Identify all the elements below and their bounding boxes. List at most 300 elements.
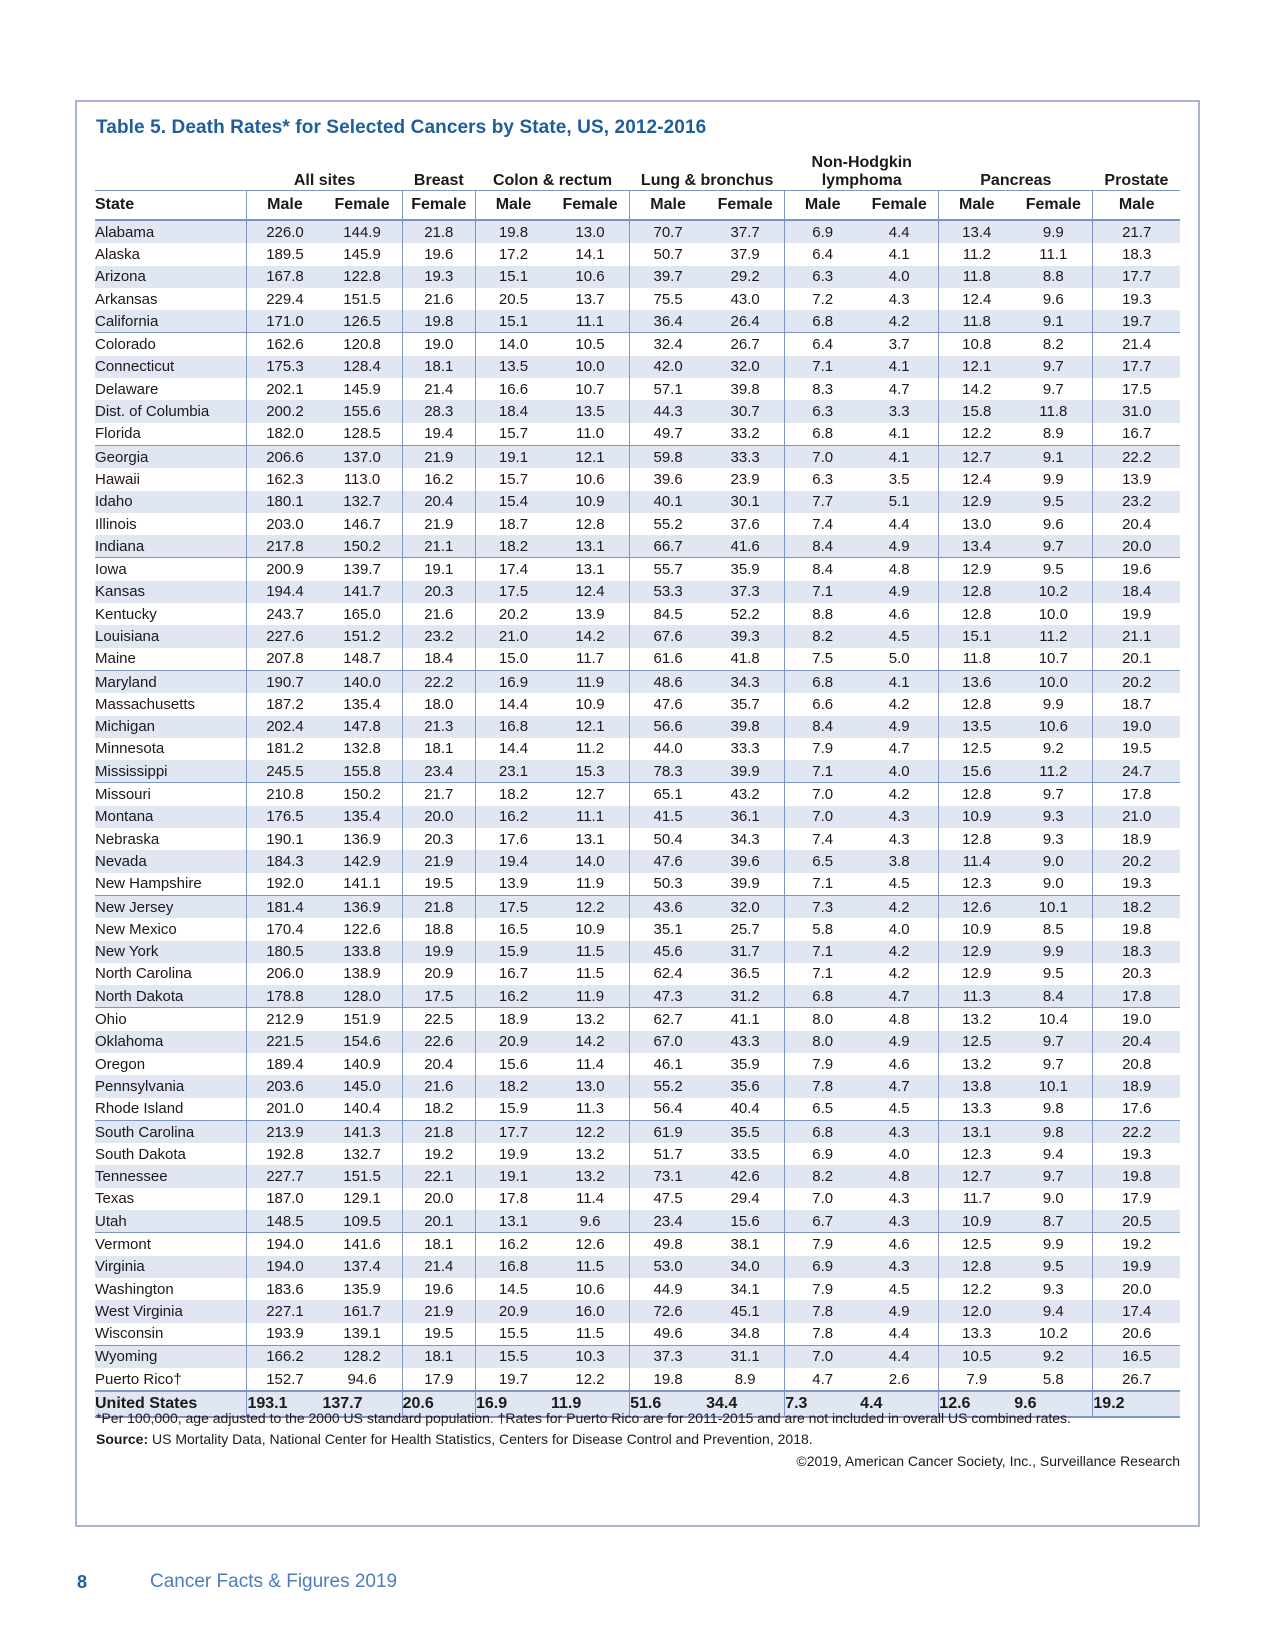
cell-colon-female: 12.8 — [575, 515, 605, 533]
cell-pancreas-female: 9.0 — [1042, 1190, 1064, 1208]
cell-all-sites-female: 148.7 — [343, 650, 381, 668]
cell-breast-female: 20.1 — [402, 1210, 475, 1233]
cell-lung-female: 41.6 — [706, 535, 785, 558]
cell-nhl-female: 4.6 — [860, 1233, 939, 1256]
cell-nhl-female: 2.6 — [888, 1370, 910, 1388]
cell-nhl-female: 4.2 — [860, 310, 939, 333]
cell-pancreas-female: 9.9 — [1014, 1233, 1093, 1256]
cell-prostate-male: 18.4 — [1093, 581, 1180, 603]
cell-state: Washington — [95, 1280, 174, 1298]
cell-pancreas-female: 9.5 — [1014, 491, 1093, 513]
cell-pancreas-male: 12.2 — [939, 1278, 1014, 1300]
table-row — [95, 378, 1180, 400]
cell-nhl-female: 3.5 — [888, 470, 910, 488]
cell-pancreas-male: 12.8 — [939, 783, 1014, 806]
cell-nhl-male: 7.7 — [785, 491, 860, 513]
cell-nhl-female: 4.2 — [860, 783, 939, 806]
cell-nhl-female: 4.7 — [860, 985, 939, 1008]
cell-prostate-male: 17.9 — [1093, 1188, 1180, 1210]
cell-nhl-female: 4.1 — [860, 445, 939, 468]
cell-breast-female: 20.4 — [402, 491, 475, 513]
cell-breast-female: 21.8 — [402, 220, 475, 243]
cell-nhl-female: 5.0 — [888, 650, 910, 668]
cell-nhl-female: 4.5 — [888, 1280, 910, 1298]
cell-state: North Dakota — [95, 985, 247, 1008]
cell-pancreas-male: 12.2 — [939, 423, 1014, 446]
cell-lung-male: 50.7 — [630, 243, 707, 265]
cell-pancreas-female: 9.3 — [1042, 1280, 1064, 1298]
cell-all-sites-female: 135.9 — [343, 1280, 381, 1298]
cell-lung-female: 37.9 — [730, 245, 760, 263]
cell-colon-female: 11.9 — [575, 875, 605, 893]
cell-nhl-female: 3.8 — [860, 850, 939, 872]
cell-breast-female: 19.5 — [402, 873, 475, 896]
cell-lung-male: 47.6 — [630, 850, 707, 872]
cell-prostate-male: 20.2 — [1093, 850, 1180, 872]
cell-colon-female: 10.0 — [551, 356, 630, 378]
cell-colon-male: 15.9 — [476, 1098, 551, 1121]
cell-colon-female: 12.6 — [551, 1233, 630, 1256]
cell-lung-male: 39.6 — [630, 468, 707, 490]
cell-lung-male: 36.4 — [630, 310, 707, 333]
cell-lung-female: 36.5 — [730, 965, 760, 983]
cell-lung-female: 33.3 — [706, 445, 785, 468]
cell-lung-female: 38.1 — [706, 1233, 785, 1256]
cell-colon-female: 12.2 — [575, 1370, 605, 1388]
cell-all-sites-female: 151.9 — [322, 1008, 402, 1031]
cell-colon-male: 15.7 — [476, 468, 551, 490]
cell-pancreas-male: 12.7 — [939, 445, 1014, 468]
cell-lung-female: 33.3 — [730, 740, 760, 758]
total-all-sites-male: 193.1 — [247, 1391, 322, 1417]
cell-nhl-female: 4.2 — [860, 895, 939, 918]
cell-all-sites-male: 176.5 — [247, 806, 322, 828]
cell-prostate-male: 20.0 — [1093, 1278, 1180, 1300]
cell-pancreas-male: 13.2 — [939, 1008, 1014, 1031]
cell-state: Connecticut — [95, 356, 247, 378]
cell-breast-female: 22.5 — [402, 1008, 475, 1031]
cell-nhl-male: 6.3 — [785, 468, 860, 490]
group-lung-bronchus: Lung & bronchus — [640, 172, 774, 189]
cell-colon-female: 13.2 — [551, 1165, 630, 1187]
table-row — [95, 670, 1180, 693]
cell-prostate-male: 19.7 — [1093, 310, 1180, 333]
cell-all-sites-female: 141.6 — [322, 1233, 402, 1256]
cell-colon-female: 13.1 — [575, 830, 605, 848]
cell-colon-female: 11.1 — [551, 310, 630, 333]
cell-all-sites-male: 213.9 — [247, 1120, 322, 1143]
cell-breast-female: 17.5 — [402, 985, 475, 1008]
cell-lung-male: 56.4 — [630, 1098, 707, 1121]
cell-breast-female: 19.5 — [402, 1323, 475, 1346]
cell-pancreas-female: 8.4 — [1014, 985, 1093, 1008]
cell-nhl-female: 4.8 — [860, 1165, 939, 1187]
table-row — [95, 1368, 1180, 1391]
cell-pancreas-male: 12.3 — [939, 873, 1014, 896]
cell-pancreas-female: 11.8 — [1014, 400, 1093, 422]
cell-lung-female: 33.2 — [730, 425, 760, 443]
source-label: Source: — [96, 1431, 149, 1447]
cell-pancreas-male: 14.2 — [939, 378, 1014, 400]
cell-breast-female: 21.1 — [402, 535, 475, 558]
table-title: Table 5. Death Rates* for Selected Cancers by State, US, 2012-2016 — [96, 117, 707, 138]
cell-breast-female: 18.2 — [402, 1098, 475, 1121]
cell-all-sites-female: 141.1 — [343, 875, 381, 893]
table-row — [95, 1345, 1180, 1368]
cell-colon-male: 19.1 — [476, 1165, 551, 1187]
cell-lung-male: 65.1 — [630, 783, 707, 806]
cell-pancreas-male: 11.8 — [939, 648, 1014, 671]
cell-lung-male: 67.6 — [630, 625, 707, 647]
cell-prostate-male: 17.6 — [1093, 1098, 1180, 1121]
cell-pancreas-female: 10.6 — [1014, 716, 1093, 738]
cell-colon-male: 18.4 — [476, 400, 551, 422]
cell-breast-female: 21.8 — [402, 895, 475, 918]
cell-nhl-female: 4.7 — [888, 740, 910, 758]
total-lung-female: 34.4 — [706, 1391, 785, 1417]
cell-nhl-male: 7.0 — [785, 1188, 860, 1210]
cell-all-sites-male: 210.8 — [247, 783, 322, 806]
cell-nhl-male: 6.5 — [785, 850, 860, 872]
cell-lung-female: 26.7 — [706, 333, 785, 356]
cell-all-sites-female: 122.8 — [322, 266, 402, 288]
total-prostate-male: 19.2 — [1093, 1391, 1180, 1417]
cell-breast-female: 18.1 — [402, 738, 475, 760]
cell-colon-male: 19.1 — [476, 445, 551, 468]
cell-colon-male: 18.2 — [476, 1075, 551, 1097]
table-row — [95, 918, 1180, 940]
cell-nhl-male: 6.4 — [785, 243, 860, 265]
cell-nhl-male: 7.0 — [785, 783, 860, 806]
cell-lung-male: 75.5 — [630, 288, 707, 310]
cell-pancreas-female: 8.8 — [1014, 266, 1093, 288]
cell-all-sites-female: 122.6 — [343, 920, 381, 938]
cell-lung-male: 70.7 — [630, 220, 707, 243]
table-row — [95, 1098, 1180, 1121]
cell-nhl-female: 5.1 — [860, 491, 939, 513]
cell-nhl-male: 7.1 — [785, 760, 860, 783]
cell-prostate-male: 19.5 — [1093, 738, 1180, 760]
cell-colon-female: 14.1 — [575, 245, 605, 263]
cell-colon-male: 13.1 — [476, 1210, 551, 1233]
cell-prostate-male: 13.9 — [1093, 468, 1180, 490]
cell-pancreas-female: 9.5 — [1014, 558, 1093, 581]
cell-lung-female: 39.8 — [706, 716, 785, 738]
cell-nhl-male: 8.0 — [785, 1008, 860, 1031]
cell-all-sites-male: 202.4 — [247, 716, 322, 738]
cell-lung-male: 32.4 — [630, 333, 707, 356]
table-row — [95, 356, 1180, 378]
cell-colon-female: 10.6 — [551, 266, 630, 288]
col-prostate-male: Male — [1093, 191, 1180, 221]
cell-all-sites-male: 201.0 — [247, 1098, 322, 1121]
cell-nhl-female: 4.8 — [860, 558, 939, 581]
col-pancreas-female: Female — [1014, 191, 1093, 221]
cell-breast-female: 19.1 — [402, 558, 475, 581]
cell-nhl-female: 4.1 — [860, 356, 939, 378]
cell-nhl-female: 4.5 — [860, 625, 939, 647]
cell-nhl-male: 7.9 — [785, 1233, 860, 1256]
group-prostate: Prostate — [1104, 172, 1169, 189]
cell-breast-female: 19.0 — [402, 333, 475, 356]
cell-lung-female: 35.9 — [706, 558, 785, 581]
cell-pancreas-female: 8.5 — [1042, 920, 1064, 938]
table-row — [95, 1210, 1180, 1233]
cell-all-sites-male: 178.8 — [247, 985, 322, 1008]
cell-lung-male: 56.6 — [630, 716, 707, 738]
cell-lung-female: 34.0 — [706, 1256, 785, 1278]
cell-pancreas-female: 10.2 — [1038, 1325, 1068, 1343]
cell-pancreas-male: 11.8 — [939, 266, 1014, 288]
table-row — [95, 1031, 1180, 1053]
cell-lung-male: 42.0 — [630, 356, 707, 378]
cell-all-sites-male: 227.7 — [247, 1165, 322, 1187]
cell-lung-male: 44.9 — [630, 1278, 707, 1300]
cell-all-sites-male: 217.8 — [247, 535, 322, 558]
cell-nhl-male: 6.8 — [785, 423, 860, 446]
table-row — [95, 850, 1180, 872]
cell-breast-female: 17.9 — [402, 1368, 475, 1391]
cell-pancreas-female: 9.9 — [1014, 220, 1093, 243]
cell-all-sites-female: 113.0 — [343, 470, 381, 488]
group-header-empty — [95, 150, 247, 191]
cell-state: Pennsylvania — [95, 1075, 247, 1097]
cell-colon-male: 18.2 — [476, 783, 551, 806]
cell-lung-male: 35.1 — [630, 918, 707, 940]
cell-all-sites-male: 180.1 — [247, 491, 322, 513]
death-rates-table — [95, 150, 1180, 1418]
cell-state: West Virginia — [95, 1300, 247, 1322]
cell-all-sites-female: 151.2 — [322, 625, 402, 647]
cell-pancreas-female: 10.7 — [1038, 650, 1068, 668]
cell-colon-female: 10.9 — [575, 695, 605, 713]
cell-colon-male: 15.0 — [476, 648, 551, 671]
cell-pancreas-female: 10.0 — [1038, 605, 1068, 623]
table-row — [95, 1120, 1180, 1143]
cell-colon-female: 13.2 — [551, 1008, 630, 1031]
cell-all-sites-male: 202.1 — [247, 378, 322, 400]
cell-lung-male: 49.6 — [630, 1323, 707, 1346]
cell-colon-female: 11.5 — [575, 965, 605, 983]
cell-lung-male: 39.7 — [630, 266, 707, 288]
cell-colon-male: 19.8 — [476, 220, 551, 243]
cell-pancreas-male: 12.8 — [939, 1256, 1014, 1278]
cell-state: Michigan — [95, 716, 247, 738]
cell-all-sites-male: 192.0 — [247, 873, 322, 896]
cell-nhl-female: 4.4 — [888, 1325, 910, 1343]
cell-lung-male: 84.5 — [630, 603, 707, 625]
cell-lung-female: 26.4 — [706, 310, 785, 333]
cell-nhl-male: 6.9 — [785, 1143, 860, 1165]
cell-breast-female: 19.6 — [402, 243, 475, 265]
cell-breast-female: 22.1 — [402, 1165, 475, 1187]
cell-colon-female: 13.5 — [551, 400, 630, 422]
cell-all-sites-female: 128.0 — [322, 985, 402, 1008]
cell-lung-male: 55.2 — [630, 513, 707, 535]
cell-colon-male: 16.9 — [476, 670, 551, 693]
cell-pancreas-male: 7.9 — [939, 1368, 1014, 1391]
cell-breast-female: 20.0 — [402, 806, 475, 828]
cell-pancreas-female: 9.8 — [1042, 1100, 1064, 1118]
cell-pancreas-female: 8.9 — [1042, 425, 1064, 443]
table-row — [95, 310, 1180, 333]
cell-pancreas-male: 13.2 — [939, 1053, 1014, 1075]
cell-prostate-male: 21.7 — [1093, 220, 1180, 243]
cell-all-sites-male: 184.3 — [247, 850, 322, 872]
cell-prostate-male: 19.9 — [1093, 603, 1180, 625]
cell-prostate-male: 20.1 — [1093, 648, 1180, 671]
cell-lung-male: 59.8 — [630, 445, 707, 468]
table-row — [95, 941, 1180, 963]
cell-pancreas-male: 13.5 — [939, 716, 1014, 738]
table-row — [95, 1053, 1180, 1075]
cell-pancreas-male: 12.7 — [939, 1165, 1014, 1187]
cell-all-sites-male: 166.2 — [247, 1345, 322, 1368]
cell-colon-male: 17.2 — [476, 243, 551, 265]
cell-colon-female: 12.7 — [551, 783, 630, 806]
cell-nhl-male: 7.8 — [785, 1300, 860, 1322]
cell-pancreas-male: 12.4 — [939, 468, 1014, 490]
cell-pancreas-female: 9.7 — [1014, 1165, 1093, 1187]
cell-colon-male: 17.6 — [476, 828, 551, 850]
col-colon-female: Female — [551, 191, 630, 221]
cell-lung-male: 72.6 — [630, 1300, 707, 1322]
cell-nhl-male: 7.1 — [785, 873, 860, 896]
cell-state: Kansas — [95, 581, 247, 603]
cell-lung-male: 49.8 — [630, 1233, 707, 1256]
cell-lung-female: 29.2 — [706, 266, 785, 288]
cell-all-sites-male: 148.5 — [247, 1210, 322, 1233]
cell-state: South Carolina — [95, 1120, 247, 1143]
cell-colon-female: 13.9 — [575, 605, 605, 623]
cell-breast-female: 21.3 — [402, 716, 475, 738]
cell-lung-female: 31.7 — [706, 941, 785, 963]
cell-state: New Hampshire — [95, 875, 202, 893]
cell-state: Montana — [95, 806, 247, 828]
cell-pancreas-female: 10.1 — [1014, 1075, 1093, 1097]
cell-all-sites-female: 140.4 — [343, 1100, 381, 1118]
cell-pancreas-female: 9.7 — [1014, 535, 1093, 558]
cell-prostate-male: 19.0 — [1093, 1008, 1180, 1031]
cell-colon-female: 10.3 — [551, 1345, 630, 1368]
cell-breast-female: 21.6 — [402, 288, 475, 310]
cell-nhl-male: 6.4 — [785, 333, 860, 356]
cell-nhl-male: 6.8 — [785, 670, 860, 693]
cell-all-sites-male: 227.1 — [247, 1300, 322, 1322]
cell-nhl-female: 4.6 — [888, 605, 910, 623]
cell-lung-male: 61.9 — [630, 1120, 707, 1143]
cell-pancreas-male: 10.9 — [939, 1210, 1014, 1233]
cell-prostate-male: 22.2 — [1093, 445, 1180, 468]
table-row — [95, 625, 1180, 647]
cell-state: Colorado — [95, 333, 247, 356]
cell-lung-male: 50.4 — [630, 828, 707, 850]
cell-all-sites-male: 189.4 — [247, 1053, 322, 1075]
cell-prostate-male: 24.7 — [1093, 760, 1180, 783]
cell-all-sites-female: 120.8 — [322, 333, 402, 356]
cell-pancreas-female: 9.9 — [1042, 695, 1064, 713]
cell-state: Oklahoma — [95, 1031, 247, 1053]
cell-lung-female: 31.2 — [706, 985, 785, 1008]
cell-colon-male: 16.2 — [476, 1233, 551, 1256]
cell-lung-male: 46.1 — [630, 1053, 707, 1075]
cell-nhl-male: 6.7 — [785, 1210, 860, 1233]
cell-pancreas-female: 9.2 — [1014, 1345, 1093, 1368]
cell-colon-female: 14.2 — [551, 625, 630, 647]
cell-colon-male: 15.5 — [476, 1345, 551, 1368]
cell-colon-female: 12.1 — [551, 716, 630, 738]
table-row — [95, 1256, 1180, 1278]
cell-pancreas-male: 11.4 — [939, 850, 1014, 872]
table-row — [95, 220, 1180, 243]
cell-all-sites-female: 141.3 — [322, 1120, 402, 1143]
cell-colon-male: 15.5 — [476, 1323, 551, 1346]
cell-lung-male: 62.7 — [630, 1008, 707, 1031]
table-row — [95, 828, 1180, 850]
cell-state: Arizona — [95, 266, 247, 288]
cell-state: South Dakota — [95, 1145, 186, 1163]
cell-state: Indiana — [95, 535, 247, 558]
cell-state: Minnesota — [95, 740, 165, 758]
table-row — [95, 400, 1180, 422]
cell-breast-female: 21.4 — [402, 1256, 475, 1278]
cell-colon-male: 17.4 — [476, 558, 551, 581]
cell-state: Rhode Island — [95, 1100, 184, 1118]
cell-breast-female: 21.8 — [402, 1120, 475, 1143]
cell-breast-female: 20.3 — [402, 828, 475, 850]
cell-pancreas-male: 12.3 — [939, 1143, 1014, 1165]
cell-all-sites-male: 190.1 — [247, 828, 322, 850]
cell-lung-female: 34.1 — [730, 1280, 760, 1298]
cell-all-sites-female: 129.1 — [343, 1190, 381, 1208]
cell-colon-male: 19.7 — [476, 1368, 551, 1391]
cell-breast-female: 20.9 — [402, 963, 475, 985]
cell-nhl-female: 3.7 — [860, 333, 939, 356]
group-header-row — [95, 150, 1180, 191]
cell-pancreas-female: 10.4 — [1014, 1008, 1093, 1031]
cell-all-sites-male: 200.2 — [247, 400, 322, 422]
cell-all-sites-male: 243.7 — [247, 603, 322, 625]
cell-pancreas-female: 5.8 — [1042, 1370, 1064, 1388]
cell-colon-male: 18.9 — [476, 1008, 551, 1031]
cell-colon-male: 20.9 — [476, 1031, 551, 1053]
table-row — [95, 648, 1180, 671]
cell-lung-female: 35.7 — [730, 695, 760, 713]
cell-pancreas-female: 10.1 — [1014, 895, 1093, 918]
cell-state: Missouri — [95, 783, 247, 806]
cell-nhl-male: 7.1 — [785, 581, 860, 603]
cell-all-sites-male: 190.7 — [247, 670, 322, 693]
cell-all-sites-male: 194.4 — [247, 581, 322, 603]
table-row — [95, 535, 1180, 558]
cell-nhl-male: 8.4 — [785, 558, 860, 581]
cell-all-sites-male: 187.2 — [247, 693, 322, 715]
page-number: 8 — [77, 1572, 88, 1592]
cell-pancreas-female: 9.4 — [1014, 1300, 1093, 1322]
cell-nhl-female: 4.7 — [860, 1075, 939, 1097]
cell-pancreas-male: 11.7 — [939, 1188, 1014, 1210]
cell-all-sites-female: 137.0 — [322, 445, 402, 468]
cell-prostate-male: 21.1 — [1093, 625, 1180, 647]
table-row — [95, 333, 1180, 356]
cell-nhl-male: 5.8 — [785, 918, 860, 940]
cell-nhl-female: 4.9 — [860, 535, 939, 558]
copyright: ©2019, American Cancer Society, Inc., Surveillance Research — [796, 1453, 1180, 1469]
cell-prostate-male: 18.3 — [1093, 941, 1180, 963]
total-pancreas-female: 9.6 — [1014, 1391, 1093, 1417]
cell-pancreas-male: 11.2 — [939, 243, 1014, 265]
cell-colon-male: 15.1 — [476, 266, 551, 288]
